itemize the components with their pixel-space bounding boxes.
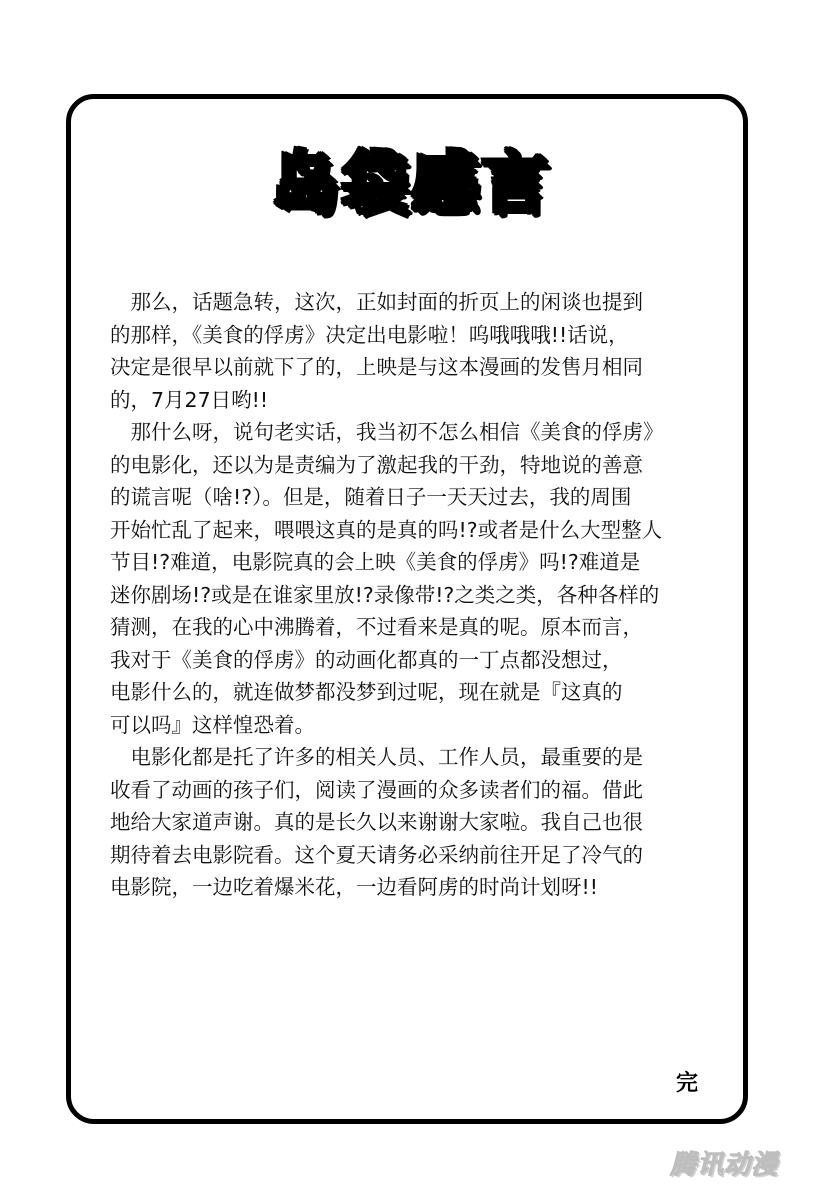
text-line: 期待着去电影院看。这个夏天请务必采纳前往开足了冷气的 bbox=[110, 842, 643, 867]
text-line: 的，7月27日哟!! bbox=[110, 387, 269, 412]
text-line: 开始忙乱了起来，喂喂这真的是真的吗!?或者是什么大型整人 bbox=[110, 517, 663, 542]
text-line: 我对于《美食的俘虏》的动画化都真的一丁点都没想过， bbox=[110, 647, 623, 672]
end-mark: 完 bbox=[676, 1071, 699, 1096]
text-line: 的那样，《美食的俘虏》决定出电影啦！呜哦哦哦!!话说， bbox=[110, 322, 629, 347]
text-line: 迷你剧场!?或是在谁家里放!?录像带!?之类之类，各种各样的 bbox=[110, 582, 660, 607]
text-line: 猜测，在我的心中沸腾着，不过看来是真的呢。原本而言， bbox=[110, 615, 643, 639]
watermark-logo: 腾讯动漫 bbox=[670, 1150, 779, 1180]
text-line: 地给大家道声谢。真的是长久以来谢谢大家啦。我自己也很 bbox=[110, 810, 643, 834]
text-line: 电影院，一边吃着爆米花，一边看阿虏的时尚计划呀!! bbox=[110, 875, 598, 899]
text-line: 电影化都是托了许多的相关人员、工作人员，最重要的是 bbox=[110, 745, 643, 769]
text-line: 可以吗』这样惶恐着。 bbox=[110, 712, 315, 737]
text-line: 那么，话题急转，这次，正如封面的折页上的闲谈也提到 bbox=[110, 290, 643, 314]
text-line: 的电影化，还以为是责编为了激起我的干劲，特地说的善意 bbox=[110, 452, 643, 477]
text-line: 决定是很早以前就下了的，上映是与这本漫画的发售月相同 bbox=[110, 355, 643, 379]
afterword-text bbox=[110, 286, 730, 904]
text-line: 的谎言呢（啥!?）。但是，随着日子一天天过去，我的周围 bbox=[110, 485, 632, 509]
text-line: 节目!?难道，电影院真的会上映《美食的俘虏》吗!?难道是 bbox=[110, 550, 641, 574]
text-line: 电影什么的，就连做梦都没梦到过呢，现在就是『这真的 bbox=[110, 680, 623, 704]
text-line: 那什么呀，说句老实话，我当初不怎么相信《美食的俘虏》 bbox=[110, 420, 664, 444]
page-title: 岛袋感言 bbox=[271, 144, 551, 221]
text-line: 收看了动画的孩子们，阅读了漫画的众多读者们的福。借此 bbox=[110, 777, 643, 802]
